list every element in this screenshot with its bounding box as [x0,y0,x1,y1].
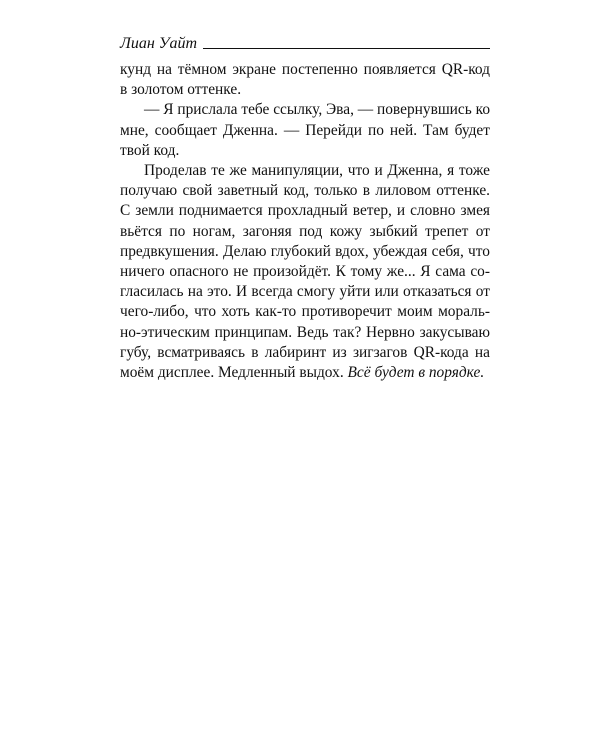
text-line: но-этическим принципам. Ведь так? Нервно закусываю [120,323,490,341]
text-line: чего-либо, что хоть как-то противоречит моим мораль- [120,303,490,321]
text-line-last [120,363,490,383]
text-line: твой код. [120,141,180,159]
text-line: губу, всматриваясь в лабиринт из зигзагов QR-кода на [120,343,490,361]
text-line: гласилась на это. И всегда смогу уйти или отказаться от [120,283,490,301]
text-line: С земли поднимается прохладный ветер, и словно змея [120,202,490,220]
italic-phrase: Всё будет в порядке. [347,364,485,382]
running-head-rule [203,48,490,49]
running-head [120,32,490,52]
text-line: кунд на тёмном экране постепенно появляется QR-код [120,61,490,78]
running-head-author: Лиан Уайт [120,35,198,52]
text-line: ничего опасного не произойдёт. К тому же... Я сама со- [120,263,490,281]
paragraph-3 [120,161,490,383]
text-line: Проделав те же манипуляции, что и Дженна, я тоже [144,162,490,180]
page-body-text [120,60,490,383]
paragraph-1 [120,60,490,100]
text-line: в золотом оттенке. [120,81,242,99]
text-line: предвкушения. Делаю глубокий вдох, убеждая себя, что [120,242,490,260]
paragraph-2 [120,100,490,161]
text-line-segment: моём дисплее. Медленный выдох. [120,364,344,382]
text-line: получаю свой заветный код, только в лиловом оттенке. [120,182,490,200]
text-line: — Я прислала тебе ссылку, Эва, — повернувшись ко [144,101,491,119]
text-line: вьётся по ногам, загоняя под кожу зыбкий трепет от [120,222,490,240]
text-line: мне, сообщает Дженна. — Перейди по ней. Там будет [120,121,490,139]
